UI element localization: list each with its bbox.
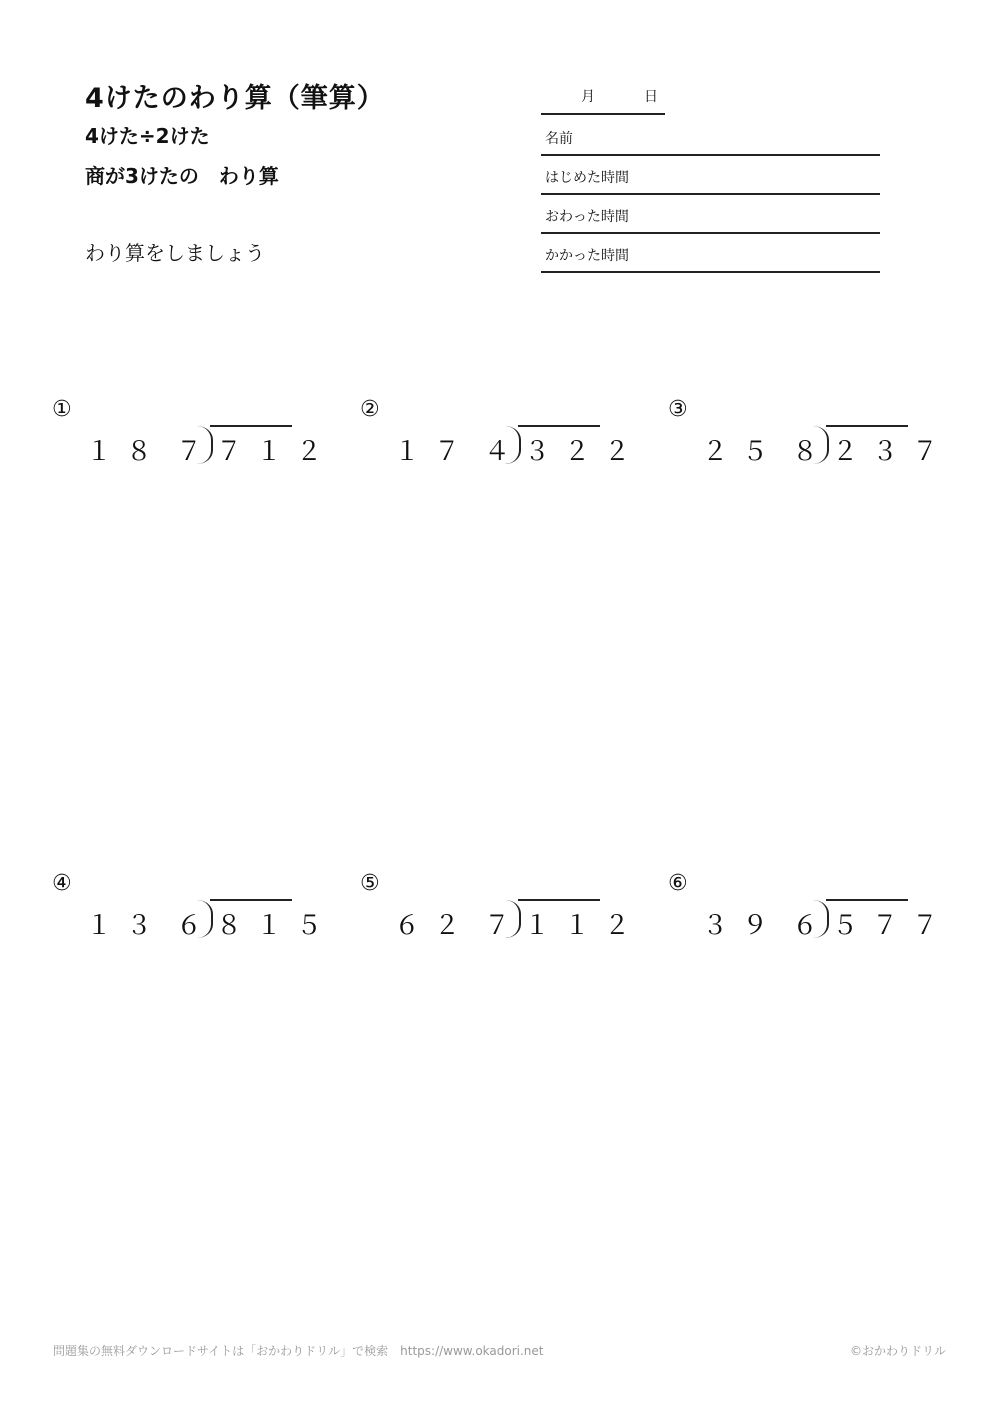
problem-5: [360, 872, 660, 952]
name-field[interactable]: [541, 117, 880, 156]
divisor: １８: [86, 437, 167, 467]
date-field[interactable]: [541, 80, 665, 115]
division-bar: [210, 899, 292, 901]
problem-4: [52, 872, 352, 952]
start-time-field[interactable]: [541, 156, 880, 195]
month-label: 月: [581, 89, 595, 105]
problem-number: ③: [668, 397, 688, 422]
divisor: １７: [394, 437, 475, 467]
problem-number: ②: [360, 397, 380, 422]
dividend: ４３２２: [484, 437, 645, 467]
name-label: 名前: [545, 131, 573, 147]
divisor: ２５: [702, 437, 783, 467]
dividend: ６８１５: [176, 911, 337, 941]
division-bar: [826, 425, 908, 427]
start-time-label: はじめた時間: [545, 170, 629, 186]
problem-number: ①: [52, 397, 72, 422]
problem-1: [52, 398, 352, 478]
divisor: ６２: [394, 911, 475, 941]
problem-number: ⑤: [360, 871, 380, 896]
division-bar: [518, 425, 600, 427]
page-subtitle-digits: 4けた÷2けた: [85, 124, 210, 148]
footer-site-note: 問題集の無料ダウンロードサイトは「おかわりドリル」で検索 https://www.okadori.net: [53, 1344, 544, 1358]
divisor: １３: [86, 911, 167, 941]
problem-number: ⑥: [668, 871, 688, 896]
page-title: 4けたのわり算（筆算）: [85, 83, 385, 114]
dividend: ８２３７: [792, 437, 953, 467]
dividend: ７７１２: [176, 437, 337, 467]
problem-2: [360, 398, 660, 478]
page-subtitle-quotient: 商が3けたの わり算: [85, 164, 279, 188]
problem-3: [668, 398, 968, 478]
footer-copyright: ©おかわりドリル: [850, 1344, 947, 1358]
elapsed-time-field[interactable]: [541, 234, 880, 273]
division-bar: [210, 425, 292, 427]
end-time-label: おわった時間: [545, 209, 629, 225]
day-label: 日: [644, 89, 658, 105]
end-time-field[interactable]: [541, 195, 880, 234]
instruction-text: わり算をしましょう: [85, 241, 265, 265]
problem-number: ④: [52, 871, 72, 896]
divisor: ３９: [702, 911, 783, 941]
division-bar: [518, 899, 600, 901]
problem-6: [668, 872, 968, 952]
division-bar: [826, 899, 908, 901]
dividend: ７１１２: [484, 911, 645, 941]
dividend: ６５７７: [792, 911, 953, 941]
elapsed-time-label: かかった時間: [545, 248, 629, 264]
